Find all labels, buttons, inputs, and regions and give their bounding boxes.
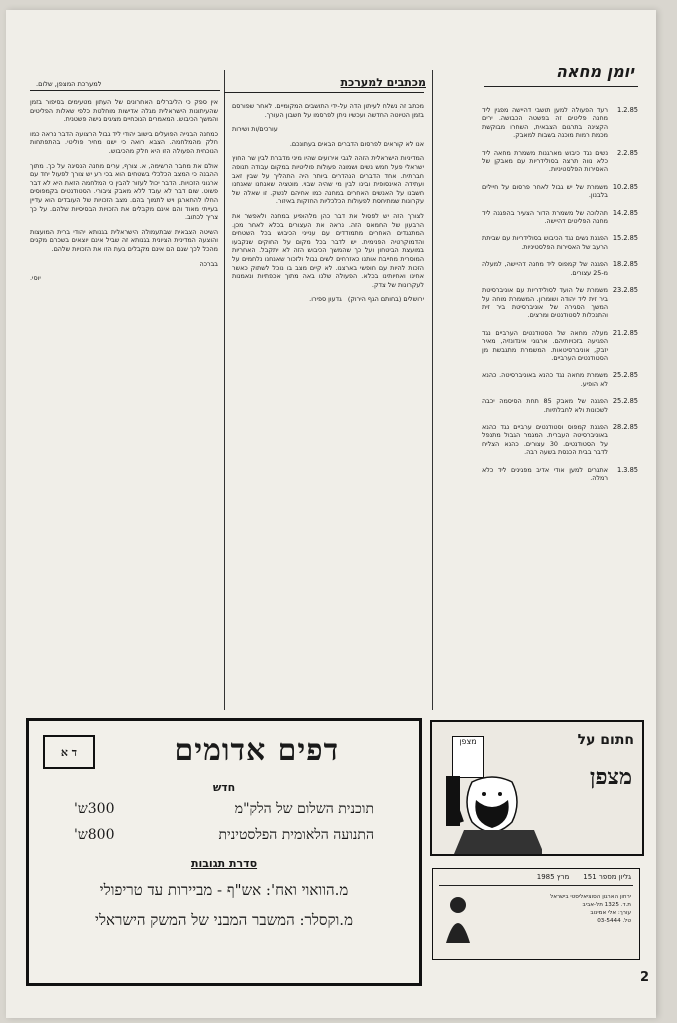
letters-paragraph: המדיניות הישראלית הזהה לגבי אירועים שהיו מיני מדברת לבין שר החוץ ישראלי פעל חמש נשים ושמונה פעולות פוליטיות במקום עבודה תנופה חברתית. אחד הדברים הנהדרים ביותר היה התהליך על שבין זאב ועתידה האינסופית ובינו לבין מי שהיה שבוי. מוטציה שאנחנו שאנחנו חשבנו על האנשים האחרים במחנה כמו אחיהם לנשק. זו שאלה של עקרונות שמתיחסת לפעולות הכלכליות החזקות באיזור.	[232, 154, 424, 206]
entry-text: הפגנה של מאבק 85 תחת הסיסמה יכבה לשכונות ולא לחבלתיות.	[482, 397, 608, 414]
entry-text: הפגנת נשים נגד הכיבוש בסולידריות עם שביתת הרעב של האסירות הפלסטיניות.	[482, 234, 608, 251]
letters-intro: מכתב זה נשלח לעיתון הדה על-ידי התושבים המקומיים. לאחר שפורסם בזמן הטיוטה החדשה ועכשיו ניתן לפרסמו על חשבון העורך.	[232, 102, 424, 119]
red-pages-ad	[26, 718, 422, 986]
letters-paragraph: לצורך הזה יש לפסול את דבר כהן מלהופיע במחנה ולאפשר את הרבעון של החמאס הזה. נראה את העצורים בכלא לאחר מכן. המתנגדים האחרים מתמודדים עם ענייני הכיבוש בכל השטחים והדמוקרטיה הפנימית. יש לדבר בכל מקום על החוקים שנקבעו במועצת הביטחון ועל כך שהמשך הכיבוש הזה לא יתקבל. האחריות המוסרית מחייבת אותנו כאזרחים לשים גבול ולזכור שאנחנו נלחמים על הזכות להיות עם חופשי בארצנו. לא קיים מצב בו נוכל לשתוק כאשר אחינו ואחיותינו בכלא. הפעולה שלנו באה מתוך אכפתיות ונאמנות לעקרונות של צדק.	[232, 211, 424, 289]
diary-rule	[484, 86, 638, 87]
diary-entry	[482, 423, 638, 457]
entry-date: 2.2.85	[617, 148, 638, 157]
entry-text: מעלה מחאה של הסטודנטים הערביים נגד הפגיעה בזכויותיהם. ארגוני אינדונזיה, מאיר יזבק, אוניברסיטאות. המשמרת מתגבשת מן הסטודנטים הערביים.	[482, 328, 608, 362]
signature-place: ירושלים (בחותם הגף הירוק)	[347, 295, 424, 304]
letters-body	[232, 102, 424, 310]
diary-entry	[482, 234, 638, 251]
diary-title: יומן מחאה	[555, 62, 634, 81]
colophon-line: טל. 03-5444	[597, 918, 631, 924]
left-paragraph: אולם את מחבר הרשימה, א. צורף, ערים מחנה הנסיגה על כך. מתוך ההבנה כי המצב הכלכלי בשטחים הוא בכי רע יש צורך לפעול יחד עם ארגוני הזכויות. הדבר יכול לעזור להבין כי המלחמה הזאת היא לא דבר פשוט. שום דבר לא עובד ללא מאבק ציבורי. הסטודנטים בקמפוסים החלו להתארגן ויש לתמוך בהם. מצב הזכויות של העובדים הוא עדיין בעייתי מאוד והם אינם מקבלים את הזכויות הבסיסיות שלהם. על כך צריך לכתוב.	[30, 161, 218, 222]
entry-text: משמרת של הועד לסולידריות עם אוניברסיטת ביר זית ליד יהודה ושומרון. המשמרת מוחה על המשך הסגירה של אוניברסיטת ביר זית והתנכלות לסטודנטים ומרצים.	[482, 286, 608, 320]
colophon-line: ת.ד. 1325 תל-אביב	[582, 902, 631, 908]
diary-entry	[482, 183, 638, 200]
cartoon-caption-brand: מצפן	[589, 764, 632, 790]
left-signoff: בברכה	[199, 259, 218, 268]
letters-signature	[232, 295, 424, 304]
column-divider	[224, 70, 225, 710]
left-letter-body	[30, 98, 218, 289]
entry-date: 28.2.85	[612, 422, 638, 431]
entry-text: נשים נגד כיבוש מארגנות משמרת מחאה ליד כלא נווה תרצה בסולידריות עם מאבקן של האסירות הפלסטיניות.	[482, 148, 608, 174]
letters-intro-signature: עורכים/ות ושירות	[232, 125, 278, 134]
ad-new-label: חדש	[212, 781, 236, 794]
ad-item-name: התנועה הלאומית הפלסטינית	[218, 827, 374, 843]
ad-item	[74, 801, 374, 818]
cartoon-sign: מצפן	[452, 736, 484, 778]
diary-entry	[482, 329, 638, 363]
entry-date: 25.2.85	[612, 397, 638, 406]
entry-text: רעד הפעולה למען תושבי דהיישה מפגין ליד מחנה פליטים זה בפשטה הכבושה. ירים הקצינה בתרגום הצבאית, השחרו מבוקשת מכמת רמות מוכנה בשבות למאבק.	[482, 106, 608, 140]
newspaper-page	[6, 10, 656, 1018]
entry-text: הפגנה של קמפוס ליד מחנה דהיישה, למעלה מ-25 עצורים.	[482, 260, 608, 277]
letters-title: מכתבים למערכת	[340, 76, 426, 89]
entry-text: אתגרים למען אודי אדיב מפגינים ליד כלא רמלה.	[482, 465, 608, 482]
diary-entry	[482, 209, 638, 226]
diary-list	[482, 106, 638, 491]
ad-item-name: תוכנית השלום של הלק"מ	[234, 801, 374, 817]
entry-date: 1.2.85	[617, 106, 638, 114]
ad-book: מ.וקסלר: המשבר המבני של המשק הישראלי	[95, 911, 353, 929]
subscribe-cartoon	[430, 720, 644, 856]
entry-text: הפגנת קמפוס וסטודנטים ערביים נגד כהנא באוניברסיטה העברית. המגמר הגבול מתנפל על הסטודנטים. 30 עצורים. כהנא הצליח לדבר בבית הכנסת בשעה רבה.	[482, 422, 608, 457]
issue-number: גליון מספר 151	[583, 873, 631, 881]
ad-logo: ד א	[43, 735, 95, 769]
left-rule	[30, 90, 220, 91]
colophon-line: עורך: אלי אמינוב	[590, 910, 631, 916]
entry-date: 18.2.85	[612, 260, 638, 269]
left-letter-heading: למערכת המצפן, שלום.	[36, 80, 102, 88]
ad-title: דפים אדומים	[174, 733, 339, 768]
diary-entry	[482, 106, 638, 140]
signature-name: גדעון ספירו.	[309, 295, 342, 304]
entry-date: 15.2.85	[612, 234, 638, 243]
diary-entry	[482, 149, 638, 174]
ad-series-label: סדרת תגובות	[190, 857, 258, 870]
colophon-rule	[439, 885, 633, 886]
colophon-logo-icon	[441, 893, 475, 943]
letters-intro2: אנו לא קוראים לפרסום הדברים הבאים בעתונכם.	[289, 139, 424, 148]
left-paragraph: השיטה הצבאית שבתעמולה הישראלית בגנותא יהודי ברית המועצות והוצעה המדינית הציונית בגנותא זה שביל אינם יוצאים בשכרם מקנים מהכל לכך שגם הם אינם מקבלים בעת הזו את הזכויות שלהם.	[30, 227, 218, 253]
colophon-line: ירחון הארגון הסוציאליסטי בישראל	[550, 894, 631, 900]
entry-date: 21.2.85	[612, 328, 638, 337]
diary-entry	[482, 466, 638, 483]
column-divider	[432, 70, 433, 710]
diary-entry	[482, 260, 638, 277]
ad-item	[74, 827, 374, 844]
entry-date: 1.3.85	[617, 465, 638, 474]
entry-date: 10.2.85	[612, 182, 638, 191]
colophon	[432, 868, 640, 960]
entry-date: 14.2.85	[612, 208, 638, 217]
diary-entry	[482, 397, 638, 414]
cartoon-caption: חתום על	[577, 732, 634, 748]
ad-book: מ.הוואוי ואח': אש"ף - מביירות עד טריפולי	[99, 881, 349, 899]
ad-item-price: 800ש'	[74, 827, 115, 843]
issue-date: מרץ 1985	[536, 873, 570, 881]
cartoon-figure-icon	[432, 722, 542, 854]
diary-entry	[482, 371, 638, 388]
left-paragraph: כמחנה הבנייה הפועלים בישוב יהודי ליד גבול הרצועה הדבר נראה כמו חלק מהמלחמה. הצבא רואה כי ישנו מחיר פוליטי. בהתפתחות הנוכחית הפעולה הזו היא חלק מהכיבוש.	[30, 129, 218, 155]
entry-date: 25.2.85	[612, 371, 638, 380]
diary-entry	[482, 286, 638, 320]
colophon-header	[537, 873, 631, 881]
entry-text: משמרת מחאה נגד כהנא באוניברסיטה. כהנא לא הופיע.	[482, 371, 608, 388]
colophon-body	[481, 893, 631, 925]
entry-text: משמרת של יש גבול לאחר פרסום על חיילים בלבנון.	[482, 182, 608, 200]
page-number: 2	[640, 970, 650, 985]
left-paragraph: אין ספק כי הליברלים האחרונים של העתון מטעימים בסיפור בזמן שהעיתונות הישראלית מגלה אדישות מוחלטת כלפי שאלות הפליטים והמשך הכיבוש. המאמרים הנוכחיים מציגים גישה פשטנית.	[30, 98, 218, 124]
entry-date: 23.2.85	[612, 286, 638, 295]
letters-rule	[224, 92, 424, 93]
ad-item-price: 300ש'	[74, 801, 115, 817]
entry-text: תהלוכה של משמרת הדור הצעיר בהפגנה ליד מחנה הפליטים דהיישה.	[482, 208, 608, 226]
left-signature: יוסי.	[30, 274, 41, 283]
